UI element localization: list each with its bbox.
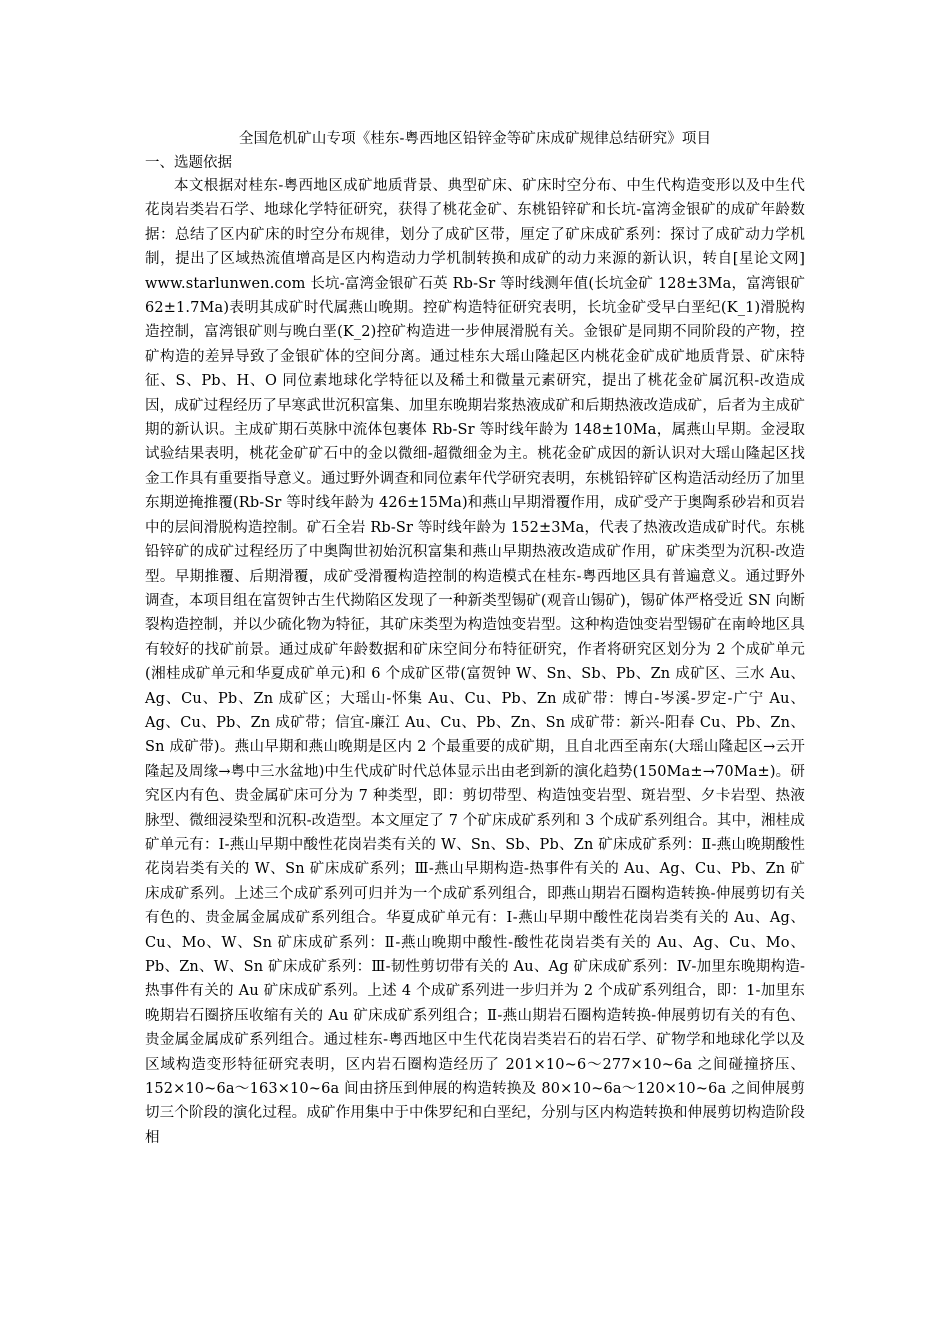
document-body (145, 128, 805, 1150)
section-heading: 一、选题依据 (145, 155, 232, 171)
body-paragraph: 本文根据对桂东-粤西地区成矿地质背景、典型矿床、矿床时空分布、中生代构造变形以及中生代花岗岩类岩石学、地球化学特征研究，获得了桃花金矿、东桃铅锌矿和长坑-富湾金银矿的成矿年龄数据：总结了区内矿床的时空分布规律，划分了成矿区带，厘定了矿床成矿系列：探讨了成矿动力学机制，提出了区域热流值增高是区内构造动力学机制转换和成矿的动力来源的新认识，转自[星论文网] www.starlunwen.com 长坑-富湾金银矿石英 Rb-Sr 等时线测年值(长坑金矿 128±3Ma，富湾银矿 62±1.7Ma)表明其成矿时代属燕山晚期。控矿构造特征研究表明，长坑金矿受早白垩纪(K_1)滑脱构造控制，富湾银矿则与晚白垩(K_2)控矿构造进一步伸展滑脱有关。金银矿是同期不同阶段的产物，控矿构造的差异导致了金银矿体的空间分离。通过桂东大瑶山隆起区内桃花金矿成矿地质背景、矿床特征、S、Pb、H、O 同位素地球化学特征以及稀土和微量元素研究，提出了桃花金矿属沉积-改造成因，成矿过程经历了早寒武世沉积富集、加里东晚期岩浆热液成矿和后期热液改造成矿，后者为主成矿期的新认识。主成矿期石英脉中流体包裹体 Rb-Sr 等时线年龄为 148±10Ma，属燕山早期。金浸取试验结果表明，桃花金矿矿石中的金以微细-超微细金为主。桃花金矿成因的新认识对大瑶山隆起区找金工作具有重要指导意义。通过野外调查和同位素年代学研究表明，东桃铅锌矿区构造活动经历了加里东期逆掩推覆(Rb-Sr 等时线年龄为 426±15Ma)和燕山早期滑覆作用，成矿受产于奥陶系砂岩和页岩中的层间滑脱构造控制。矿石全岩 Rb-Sr 等时线年龄为 152±3Ma，代表了热液改造成矿时代。东桃铅锌矿的成矿过程经历了中奥陶世初始沉积富集和燕山早期热液改造成矿作用，矿床类型为沉积-改造型。早期推覆、后期滑覆，成矿受滑覆构造控制的构造模式在桂东-粤西地区具有普遍意义。通过野外调查，本项目组在富贺钟古生代拗陷区发现了一种新类型锡矿(观音山锡矿)，锡矿体严格受近 SN 向断裂构造控制，并以少硫化物为特征，其矿床类型为构造蚀变岩型。这种构造蚀变岩型锡矿在南岭地区具有较好的找矿前景。通过成矿年龄数据和矿床空间分布特征研究，作者将研究区划分为 2 个成矿单元(湘桂成矿单元和华夏成矿单元)和 6 个成矿区带(富贺钟 W、Sn、Sb、Pb、Zn 成矿区、三水 Au、Ag、Cu、Pb、Zn 成矿区；大瑶山-怀集 Au、Cu、Pb、Zn 成矿带：博白-岑溪-罗定-广宁 Au、Ag、Cu、Pb、Zn 成矿带；信宜-廉江 Au、Cu、Pb、Zn、Sn 成矿带：新兴-阳春 Cu、Pb、Zn、Sn 成矿带)。燕山早期和燕山晚期是区内 2 个最重要的成矿期，且自北西至南东(大瑶山隆起区→云开隆起及周缘→粤中三水盆地)中生代成矿时代总体显示出由老到新的演化趋势(150Ma±→70Ma±)。研究区内有色、贵金属矿床可分为 7 种类型，即：剪切带型、构造蚀变岩型、斑岩型、夕卡岩型、热液脉型、微细浸染型和沉积-改造型。本文厘定了 7 个矿床成矿系列和 3 个成矿系列组合。其中，湘桂成矿单元有：Ⅰ-燕山早期中酸性花岗岩类有关的 W、Sn、Sb、Pb、Zn 矿床成矿系列：Ⅱ-燕山晚期酸性花岗岩类有关的 W、Sn 矿床成矿系列；Ⅲ-燕山早期构造-热事件有关的 Au、Ag、Cu、Pb、Zn 矿床成矿系列。上述三个成矿系列可归并为一个成矿系列组合，即燕山期岩石圈构造转换-伸展剪切有关有色的、贵金属金属成矿系列组合。华夏成矿单元有：Ⅰ-燕山早期中酸性花岗岩类有关的 Au、Ag、Cu、Mo、W、Sn 矿床成矿系列：Ⅱ-燕山晚期中酸性-酸性花岗岩类有关的 Au、Ag、Cu、Mo、Pb、Zn、W、Sn 矿床成矿系列：Ⅲ-韧性剪切带有关的 Au、Ag 矿床成矿系列：Ⅳ-加里东晚期构造-热事件有关的 Au 矿床成矿系列。上述 4 个成矿系列进一步归并为 2 个成矿系列组合，即：1-加里东晚期岩石圈挤压收缩有关的 Au 矿床成矿系列组合；Ⅱ-燕山期岩石圈构造转换-伸展剪切有关的有色、贵金属金属成矿系列组合。通过桂东-粤西地区中生代花岗岩类岩石的岩石学、矿物学和地球化学以及区域构造变形特征研究表明，区内岩石圈构造经历了 201×10~6～277×10~6a 之间碰撞挤压、152×10~6a～163×10~6a 间由挤压到伸展的构造转换及 80×10~6a～120×10~6a 之间伸展剪切三个阶段的演化过程。成矿作用集中于中侏罗纪和白垩纪，分别与区内构造转换和伸展剪切构造阶段相 (145, 178, 805, 1146)
document-title: 全国危机矿山专项《桂东-粤西地区铅锌金等矿床成矿规律总结研究》项目 (238, 131, 712, 147)
